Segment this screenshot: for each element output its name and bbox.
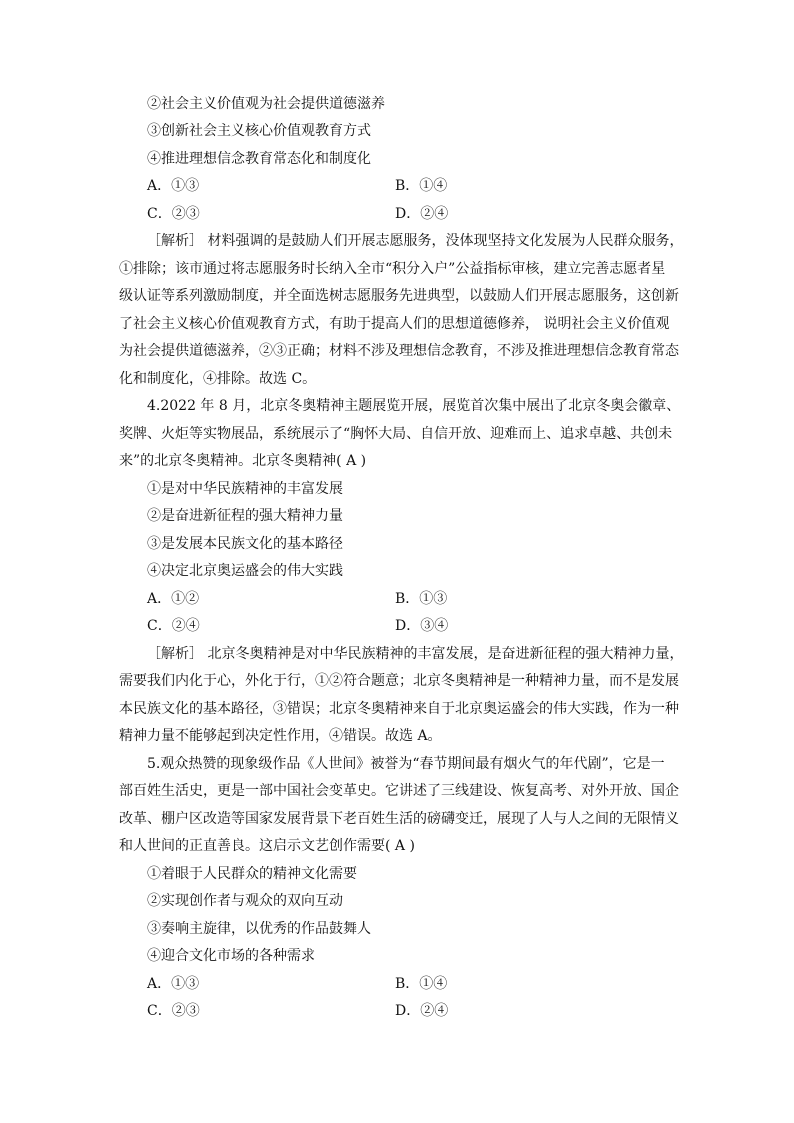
q5-stem-line: 和人世间的正直善良。这启示文艺创作需要( A )	[119, 838, 415, 854]
q4-stem-line: 奖牌、火炬等实物展品，系统展示了“胸怀大局、自信开放、迎难而上、追求卓越、共创未	[119, 426, 673, 442]
q3-choice-a: A．①③	[147, 178, 200, 194]
q4-analysis-line: 精神力量不能够起到决定性作用，④错误。故选 A。	[119, 728, 442, 744]
q4-analysis-line: ［解析］ 北京冬奥精神是对中华民族精神的丰富发展，是奋进新征程的强大精神力量，	[147, 646, 684, 662]
q5-stem-line: 部百姓生活史，更是一部中国社会变革史。它讲述了三线建设、恢复高考、对外开放、国企	[119, 783, 679, 799]
q4-option-3: ③是发展本民族文化的基本路径	[147, 536, 343, 552]
q5-option-2: ②实现创作者与观众的双向互动	[147, 893, 343, 909]
q5-option-1: ①着眼于人民群众的精神文化需要	[147, 866, 357, 882]
q3-analysis-line: 了社会主义核心价值观教育方式，有助于提高人们的思想道德修养， 说明社会主义价值观	[119, 316, 670, 332]
q3-analysis-line: ［解析］ 材料强调的是鼓励人们开展志愿服务，没体现坚持文化发展为人民群众服务，	[147, 233, 684, 249]
q3-choice-b: B．①④	[395, 178, 448, 194]
q4-stem-line: 4.2022 年 8 月，北京冬奥精神主题展览开展，展览首次集中展出了北京冬奥会徽章、	[147, 398, 681, 414]
q3-analysis-line: 化和制度化，④排除。故选 C。	[119, 371, 317, 387]
q5-option-3: ③奏响主旋律，以优秀的作品鼓舞人	[147, 921, 371, 937]
q3-analysis-line: 级认证等系列激励制度，并全面选树志愿服务先进典型，以鼓励人们开展志愿服务，这创新	[119, 288, 679, 304]
q4-stem-line: 来”的北京冬奥精神。北京冬奥精神( A )	[119, 453, 367, 469]
q3-analysis-line: 为社会提供道德滋养，②③正确；材料不涉及理想信念教育，不涉及推进理想信念教育常态	[119, 343, 679, 359]
q5-stem-line: 5.观众热赞的现象级作品《人世间》被誉为“春节期间最有烟火气的年代剧”，它是一	[147, 756, 665, 772]
q5-choice-a: A．①③	[147, 976, 200, 992]
q5-choice-b: B．①④	[395, 976, 448, 992]
q4-choice-a: A．①②	[147, 591, 200, 607]
q4-choice-d: D．③④	[395, 618, 449, 634]
q4-option-2: ②是奋进新征程的强大精神力量	[147, 508, 343, 524]
q5-option-4: ④迎合文化市场的各种需求	[147, 948, 315, 964]
q5-stem-line: 改革、棚户区改造等国家发展背景下老百姓生活的磅礴变迁，展现了人与人之间的无限情义	[119, 811, 679, 827]
q5-choice-c: C．②③	[147, 1003, 200, 1019]
q5-choice-d: D．②④	[395, 1003, 449, 1019]
q3-option-3: ③创新社会主义核心价值观教育方式	[147, 123, 371, 139]
q3-option-4: ④推进理想信念教育常态化和制度化	[147, 151, 371, 167]
q3-analysis-line: ①排除；该市通过将志愿服务时长纳入全市“积分入户”公益指标审核，建立完善志愿者星	[119, 261, 666, 277]
q3-choice-c: C．②③	[147, 206, 200, 222]
q4-analysis-line: 本民族文化的基本路径，③错误；北京冬奥精神来自于北京奥运盛会的伟大实践，作为一种	[119, 701, 679, 717]
q4-option-1: ①是对中华民族精神的丰富发展	[147, 481, 343, 497]
q3-choice-d: D．②④	[395, 206, 449, 222]
q3-option-2: ②社会主义价值观为社会提供道德滋养	[147, 96, 385, 112]
q4-choice-c: C．②④	[147, 618, 200, 634]
q4-option-4: ④决定北京奥运盛会的伟大实践	[147, 563, 343, 579]
q4-analysis-line: 需要我们内化于心，外化于行，①②符合题意；北京冬奥精神是一种精神力量，而不是发展	[119, 673, 679, 689]
q4-choice-b: B．①③	[395, 591, 448, 607]
